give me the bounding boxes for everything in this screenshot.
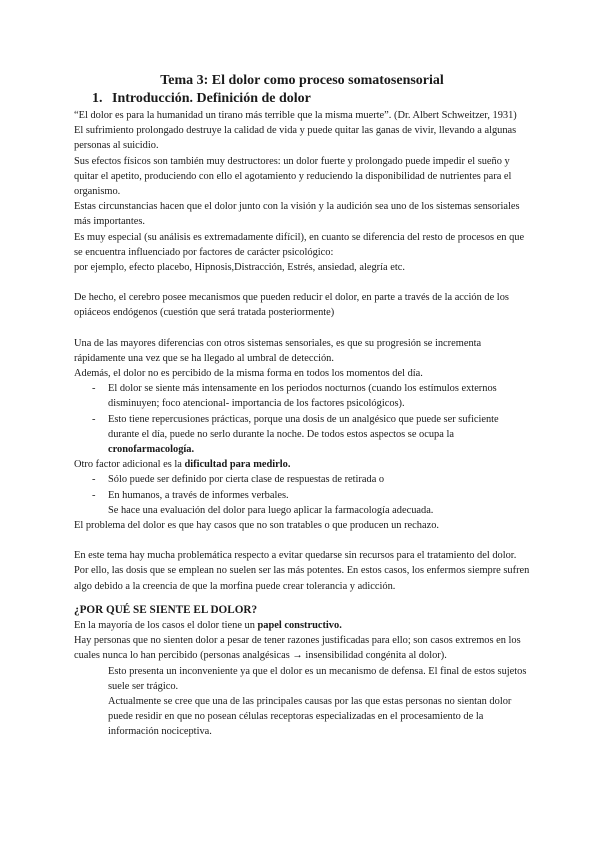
paragraph-no-sienten: Hay personas que no sienten dolor a pesar de tener razones justificadas para ello; son casos extremos en los cuales nunca lo han percibido (personas analgésicas → insensibilidad congénita al dolor). [74, 635, 521, 662]
bullet-dash: - [92, 383, 96, 395]
list-item-nocturno [74, 381, 530, 411]
paragraph-sufrimiento: El sufrimiento prolongado destruye la calidad de vida y puede quitar las ganas de vivir, llevando a algunas personas al suicidio. [74, 125, 517, 152]
paragraph-papel-constructivo [74, 618, 530, 633]
section-heading-introduccion [92, 90, 530, 108]
list-item-humanos [74, 488, 530, 503]
section-heading-text: Introducción. Definición de dolor [112, 91, 311, 106]
list-item-repercusiones [74, 412, 530, 458]
list-item-text: En humanos, a través de informes verbales. [108, 489, 289, 501]
section-number: 1. [92, 91, 103, 106]
list-item-definido [74, 472, 530, 487]
bold-term: papel constructivo. [257, 619, 342, 631]
list-item-bold-term: cronofarmacología. [108, 444, 195, 456]
document-page [74, 72, 530, 740]
quote-paragraph: “El dolor es para la humanidad un tirano más terrible que la misma muerte”. (Dr. Albert Schweitzer, 1931) [74, 110, 517, 121]
paragraph-muy-especial: Es muy especial (su análisis es extremadamente difícil), en cuanto se diferencia del resto de procesos en que se encuentra influenciado por factores de carácter psicológico: [74, 231, 525, 258]
paragraph-diferencias: Una de las mayores diferencias con otros sistemas sensoriales, es que su progresión se incrementa rápidamente una vez que se ha llegado al umbral de detección. [74, 337, 482, 364]
paragraph-ejemplos: por ejemplo, efecto placebo, Hipnosis,Distracción, Estrés, ansiedad, alegría etc. [74, 262, 405, 274]
paragraph-circunstancias: Estas circunstancias hacen que el dolor junto con la visión y la audición sea uno de los sistemas sensoriales más importantes. [74, 201, 520, 228]
bold-term: dificultad para medirlo. [184, 459, 291, 471]
paragraph-factor-adicional [74, 457, 530, 472]
paragraph-text: En la mayoría de los casos el dolor tiene un [74, 619, 258, 631]
list-item-text: El dolor se siente más intensamente en los periodos nocturnos (cuando los estímulos externos disminuyen; foco atencional- importancia de los factores psicológicos). [108, 383, 497, 410]
indented-inconveniente: Esto presenta un inconveniente ya que el dolor es un mecanismo de defensa. El final de estos sujetos suele ser trágico. [108, 665, 527, 692]
document-title: Tema 3: El dolor como proceso somatosensorial [160, 73, 444, 88]
bullet-dash: - [92, 474, 96, 486]
list-item-text: Esto tiene repercusiones prácticas, porque una dosis de un analgésico que puede ser suficiente durante el día, puede no serlo durante la noche. De todos estos aspectos se ocupa la [108, 413, 499, 440]
list-item-text: Sólo puede ser definido por cierta clase de respuestas de retirada o [108, 474, 385, 486]
bullet-dash: - [92, 413, 96, 425]
bullet-dash: - [92, 489, 96, 501]
paragraph-problematica: En este tema hay mucha problemática respecto a evitar quedarse sin recursos para el tratamiento del dolor. Por ello, las dosis que se emplean no suelen ser las más potentes. En estos casos, los enfermos siempre sufren algo debido a la creencia de que la morfina puede crear tolerancia y adicción. [74, 550, 530, 592]
indented-evaluacion: Se hace una evaluación del dolor para luego aplicar la farmacología adecuada. [108, 504, 434, 516]
paragraph-efectos-fisicos: Sus efectos físicos son también muy destructores: un dolor fuerte y prolongado puede impedir el sueño y quitar el apetito, produciendo con ello el agotamiento y reduciendo la disponibilidad de nutrientes para el organismo. [74, 155, 512, 198]
paragraph-cerebro-mecanismos: De hecho, el cerebro posee mecanismos que pueden reducir el dolor, en parte a través de la acción de los opiáceos endógenos (cuestión que será tratada posteriormente) [74, 292, 509, 319]
paragraph-problema: El problema del dolor es que hay casos que no son tratables o que producen un rechazo. [74, 520, 439, 532]
paragraph-text: Otro factor adicional es la [74, 459, 185, 471]
paragraph-ademas: Además, el dolor no es percibido de la misma forma en todos los momentos del día. [74, 368, 423, 380]
section-heading-por-que: ¿POR QUÉ SE SIENTE EL DOLOR? [74, 603, 258, 616]
indented-actualmente: Actualmente se cree que una de las principales causas por las que estas personas no sientan dolor puede residir en que no posean células receptoras especializadas en el procesamiento de la información nociceptiva. [108, 695, 512, 738]
